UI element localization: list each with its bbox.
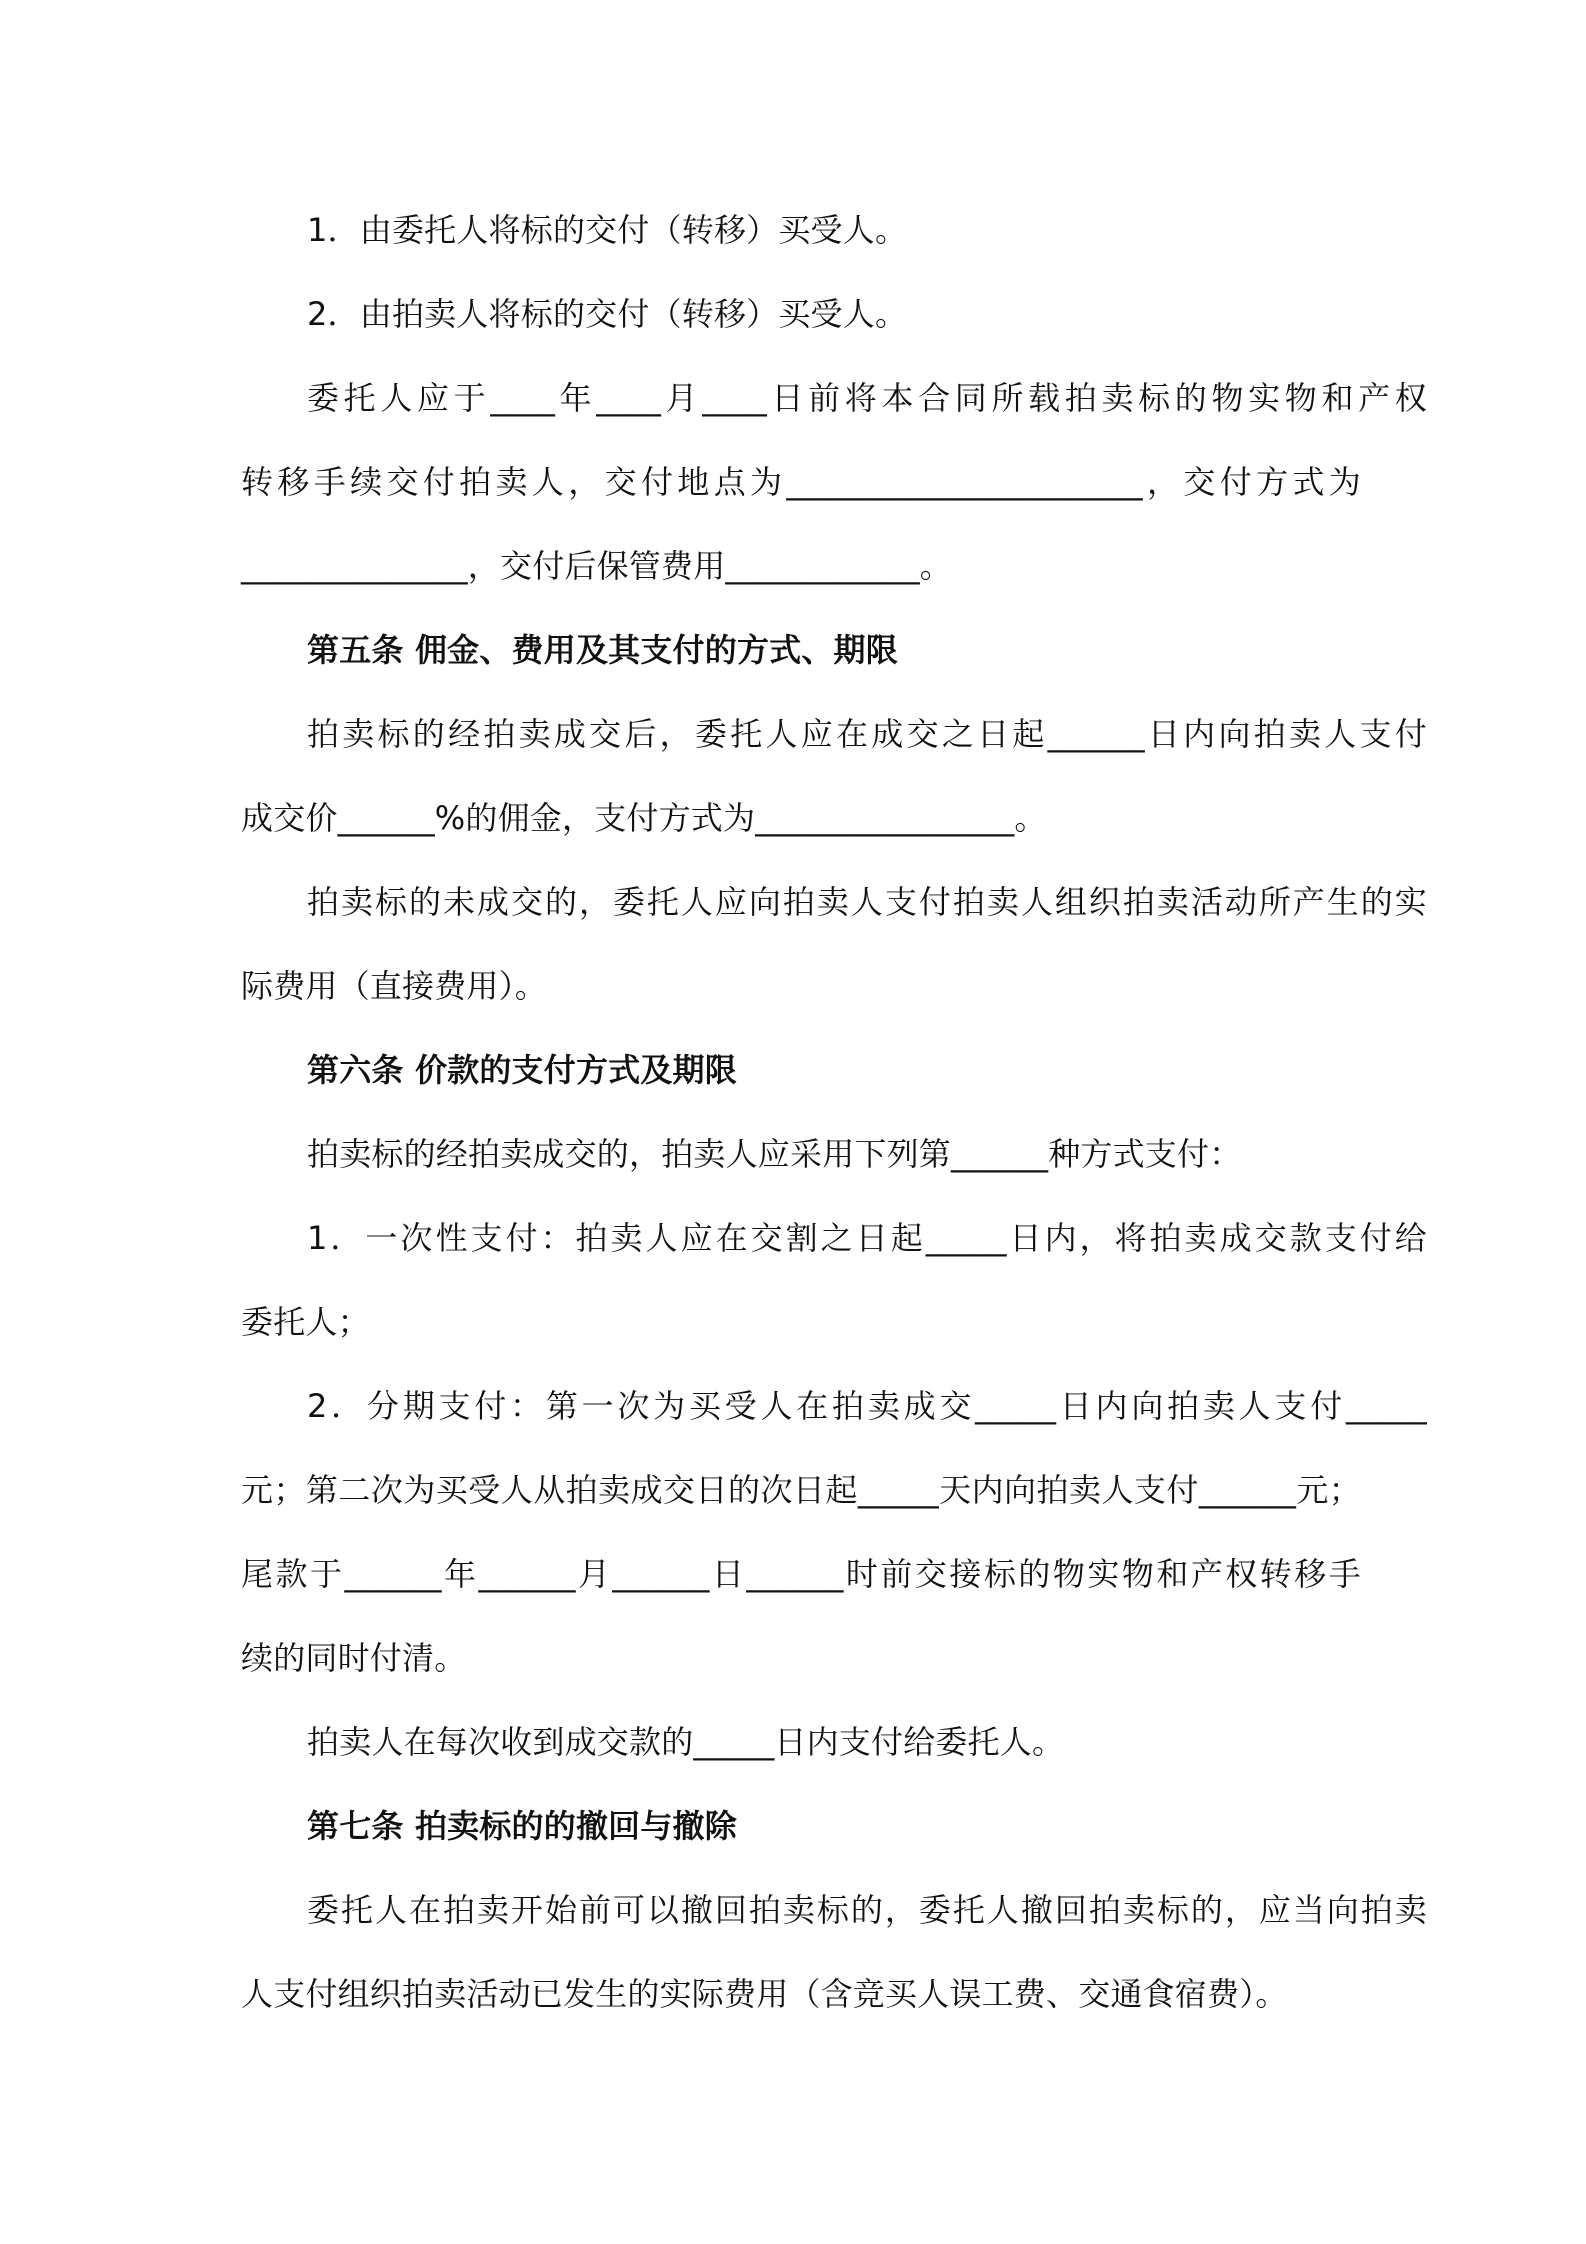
payment-option-1: 1．一次性支付：拍卖人应在交割之日起_____日内，将拍卖成交款支付给 (307, 1219, 1427, 1257)
article-6-heading: 第六条 价款的支付方式及期限 (307, 1051, 737, 1089)
paragraph-line: 际费用（直接费用）。 (241, 967, 548, 1005)
paragraph-line: 成交价______%的佣金，支付方式为________________。 (241, 799, 1047, 837)
paragraph-line: 委托人在拍卖开始前可以撤回拍卖标的，委托人撤回拍卖标的，应当向拍卖 (307, 1891, 1427, 1929)
paragraph-line: 委托人应于____年____月____日前将本合同所载拍卖标的物实物和产权 (307, 379, 1427, 417)
paragraph-line: 拍卖标的经拍卖成交后，委托人应在成交之日起______日内向拍卖人支付 (307, 715, 1427, 753)
paragraph-line: 转移手续交付拍卖人，交付地点为______________________，交付方式为 (241, 463, 1361, 501)
paragraph-line: 元；第二次为买受人从拍卖成交日的次日起_____天内向拍卖人支付______元； (241, 1471, 1361, 1509)
article-5-heading: 第五条 佣金、费用及其支付的方式、期限 (307, 631, 898, 669)
clause-item-2: 2．由拍卖人将标的交付（转移）买受人。 (307, 295, 908, 333)
paragraph-line: 尾款于______年______月______日______时前交接标的物实物和产权转移手 (241, 1555, 1361, 1593)
paragraph-line: 拍卖标的未成交的，委托人应向拍卖人支付拍卖人组织拍卖活动所产生的实 (307, 883, 1427, 921)
paragraph-line: ______________，交付后保管费用____________。 (241, 547, 953, 585)
paragraph-line: 人支付组织拍卖活动已发生的实际费用（含竞买人误工费、交通食宿费）。 (241, 1975, 1288, 2013)
paragraph-line: 续的同时付清。 (241, 1639, 467, 1677)
paragraph-line: 委托人； (241, 1303, 370, 1341)
clause-item-1: 1．由委托人将标的交付（转移）买受人。 (307, 211, 908, 249)
payment-option-2: 2．分期支付：第一次为买受人在拍卖成交_____日内向拍卖人支付_____ (307, 1387, 1427, 1425)
paragraph-line: 拍卖标的经拍卖成交的，拍卖人应采用下列第______种方式支付： (307, 1135, 1242, 1173)
paragraph-line: 拍卖人在每次收到成交款的_____日内支付给委托人。 (307, 1723, 1065, 1761)
article-7-heading: 第七条 拍卖标的的撤回与撤除 (307, 1807, 737, 1845)
